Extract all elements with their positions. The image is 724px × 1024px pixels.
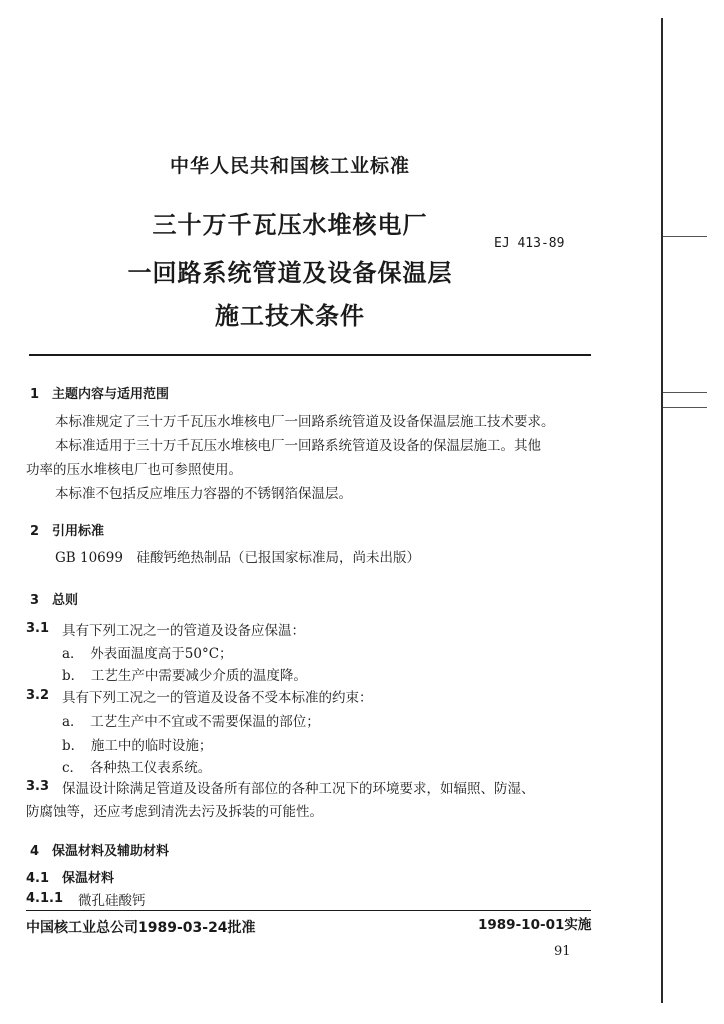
clause-4-1-1-text: 微孔硅酸钙 [78,893,146,909]
clause-3-1-item-a: a． 外表面温度高于50°C； [62,646,233,662]
clause-3-2-item-a: a． 工艺生产中不宜或不需要保温的部位； [62,714,320,730]
section-1-paragraph-1: 本标准规定了三十万千瓦压水堆核电厂一回路系统管道及设备保温层施工技术要求。 [55,414,555,430]
clause-3-3-text-b: 防腐蚀等，还应考虑到清洗去污及拆装的可能性。 [26,804,323,820]
clause-4-1-1-number: 4.1.1 [26,891,64,906]
section-4-heading: 4 保温材料及辅助材料 [30,844,170,859]
clause-3-2-text: 具有下列工况之一的管道及设备不受本标准的约束： [62,690,373,706]
standard-code: EJ 413-89 [494,236,565,251]
document-title-line-1: 三十万千瓦压水堆核电厂 [152,211,428,239]
clause-3-1-item-b: b． 工艺生产中需要减少介质的温度降。 [62,668,307,684]
clause-3-2-item-c: c． 各种热工仪表系统。 [62,760,212,776]
clause-4-1-heading: 4.1 保温材料 [26,871,115,886]
section-3-heading: 3 总则 [30,593,79,608]
page-number: 91 [554,944,571,959]
scan-binding-edge [661,18,663,1003]
clause-3-1-text: 具有下列工况之一的管道及设备应保温： [62,623,305,639]
section-1-paragraph-2a: 本标准适用于三十万千瓦压水堆核电厂一回路系统管道及设备的保温层施工。其他 [55,438,541,454]
clause-3-1-number: 3.1 [26,621,50,636]
clause-3-2-number: 3.2 [26,688,50,703]
clause-3-2-item-b: b． 施工中的临时设施； [62,738,213,754]
section-2-reference: GB 10699 硅酸钙绝热制品（已报国家标准局，尚未出版） [55,550,420,566]
effective-date: 1989-10-01实施 [478,917,592,933]
document-title-line-3: 施工技术条件 [215,302,365,330]
section-1-heading: 1 主题内容与适用范围 [30,387,170,402]
scan-edge-tick [663,236,707,237]
section-1-paragraph-3: 本标准不包括反应堆压力容器的不锈钢箔保温层。 [55,486,352,502]
national-standard-label: 中华人民共和国核工业标准 [169,155,410,177]
document-title-line-2: 一回路系统管道及设备保温层 [127,259,453,287]
approval-date: 中国核工业总公司1989-03-24批准 [26,920,256,936]
header-divider [29,354,591,356]
section-2-heading: 2 引用标准 [30,524,105,539]
footer-divider [26,910,591,911]
clause-3-3-number: 3.3 [26,779,50,794]
section-1-paragraph-2b: 功率的压水堆核电厂也可参照使用。 [26,462,242,478]
scan-edge-tick [663,407,707,408]
clause-3-3-text-a: 保温设计除满足管道及设备所有部位的各种工况下的环境要求，如辐照、防湿、 [62,781,535,797]
scan-edge-tick [663,392,707,393]
